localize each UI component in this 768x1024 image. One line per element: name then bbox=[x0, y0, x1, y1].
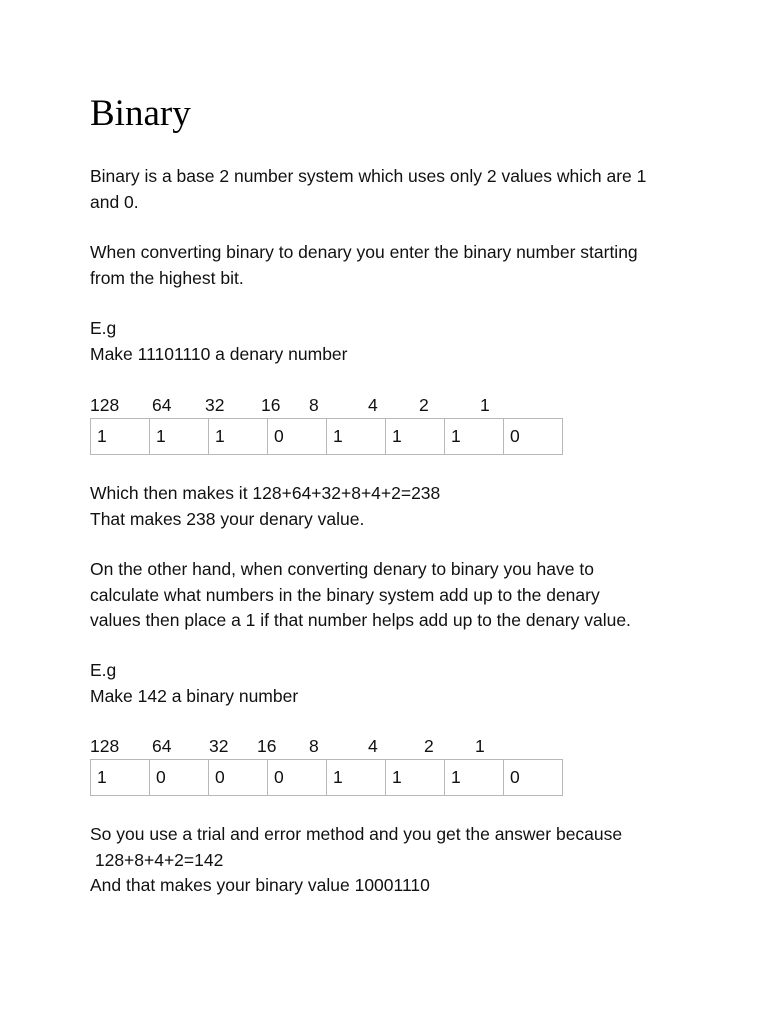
bit-cell: 1 bbox=[445, 760, 504, 796]
example1-bit-table bbox=[90, 418, 563, 455]
bit-row bbox=[91, 419, 563, 455]
weight-label: 2 bbox=[424, 736, 434, 756]
weight-label: 64 bbox=[152, 736, 172, 756]
result-line: Which then makes it 128+64+32+8+4+2=238 bbox=[90, 483, 441, 503]
intro-paragraph bbox=[90, 164, 700, 215]
bit-cell: 1 bbox=[91, 760, 150, 796]
bit-cell: 0 bbox=[504, 419, 563, 455]
bit-cell: 0 bbox=[209, 760, 268, 796]
bit-cell: 1 bbox=[445, 419, 504, 455]
example2-weights bbox=[90, 734, 570, 758]
bit-cell: 1 bbox=[386, 760, 445, 796]
result-line: So you use a trial and error method and you get the answer because bbox=[90, 824, 623, 844]
weight-label: 8 bbox=[309, 736, 319, 756]
weight-label: 1 bbox=[475, 736, 485, 756]
bit-cell: 1 bbox=[327, 760, 386, 796]
binary-to-denary-paragraph bbox=[90, 240, 700, 291]
bit-cell: 0 bbox=[268, 760, 327, 796]
result-line: 128+8+4+2=142 bbox=[90, 849, 224, 870]
weight-label: 128 bbox=[90, 395, 120, 415]
bit-cell: 1 bbox=[386, 419, 445, 455]
weight-label: 1 bbox=[480, 395, 490, 415]
example2-label: E.g bbox=[90, 660, 117, 680]
bit-cell: 1 bbox=[209, 419, 268, 455]
bit-cell: 1 bbox=[327, 419, 386, 455]
weight-label: 2 bbox=[419, 395, 429, 415]
weight-label: 64 bbox=[152, 395, 172, 415]
binary-to-denary-line: When converting binary to denary you enter the binary number starting bbox=[90, 242, 638, 262]
weight-label: 32 bbox=[209, 736, 229, 756]
denary-to-binary-line: values then place a 1 if that number helps add up to the denary value. bbox=[90, 610, 631, 630]
bit-cell: 0 bbox=[268, 419, 327, 455]
example1-weights bbox=[90, 393, 570, 417]
weight-label: 4 bbox=[368, 395, 378, 415]
intro-line: Binary is a base 2 number system which uses only 2 values which are 1 bbox=[90, 166, 647, 186]
bit-cell: 1 bbox=[91, 419, 150, 455]
denary-to-binary-line: On the other hand, when converting denary to binary you have to bbox=[90, 559, 594, 579]
result-line: That makes 238 your denary value. bbox=[90, 508, 365, 529]
weight-label: 128 bbox=[90, 736, 120, 756]
example2-intro bbox=[90, 658, 700, 709]
example2-result bbox=[90, 822, 700, 899]
intro-line: and 0. bbox=[90, 191, 139, 212]
bit-cell: 1 bbox=[150, 419, 209, 455]
denary-to-binary-paragraph bbox=[90, 557, 700, 634]
page-title: Binary bbox=[90, 93, 191, 134]
example2-prompt: Make 142 a binary number bbox=[90, 685, 299, 706]
example1-result bbox=[90, 481, 700, 532]
weight-label: 16 bbox=[257, 736, 277, 756]
denary-to-binary-line: calculate what numbers in the binary system add up to the denary bbox=[90, 584, 600, 605]
weight-label: 16 bbox=[261, 395, 281, 415]
weight-label: 8 bbox=[309, 395, 319, 415]
bit-cell: 0 bbox=[504, 760, 563, 796]
example1-label: E.g bbox=[90, 318, 117, 338]
bit-cell: 0 bbox=[150, 760, 209, 796]
example1-prompt: Make 11101110 a denary number bbox=[90, 343, 348, 364]
result-line: And that makes your binary value 10001110 bbox=[90, 875, 430, 895]
example2-bit-table bbox=[90, 759, 563, 796]
binary-to-denary-line: from the highest bit. bbox=[90, 267, 244, 288]
bit-row bbox=[91, 760, 563, 796]
example1-intro bbox=[90, 316, 700, 367]
weight-label: 32 bbox=[205, 395, 225, 415]
weight-label: 4 bbox=[368, 736, 378, 756]
